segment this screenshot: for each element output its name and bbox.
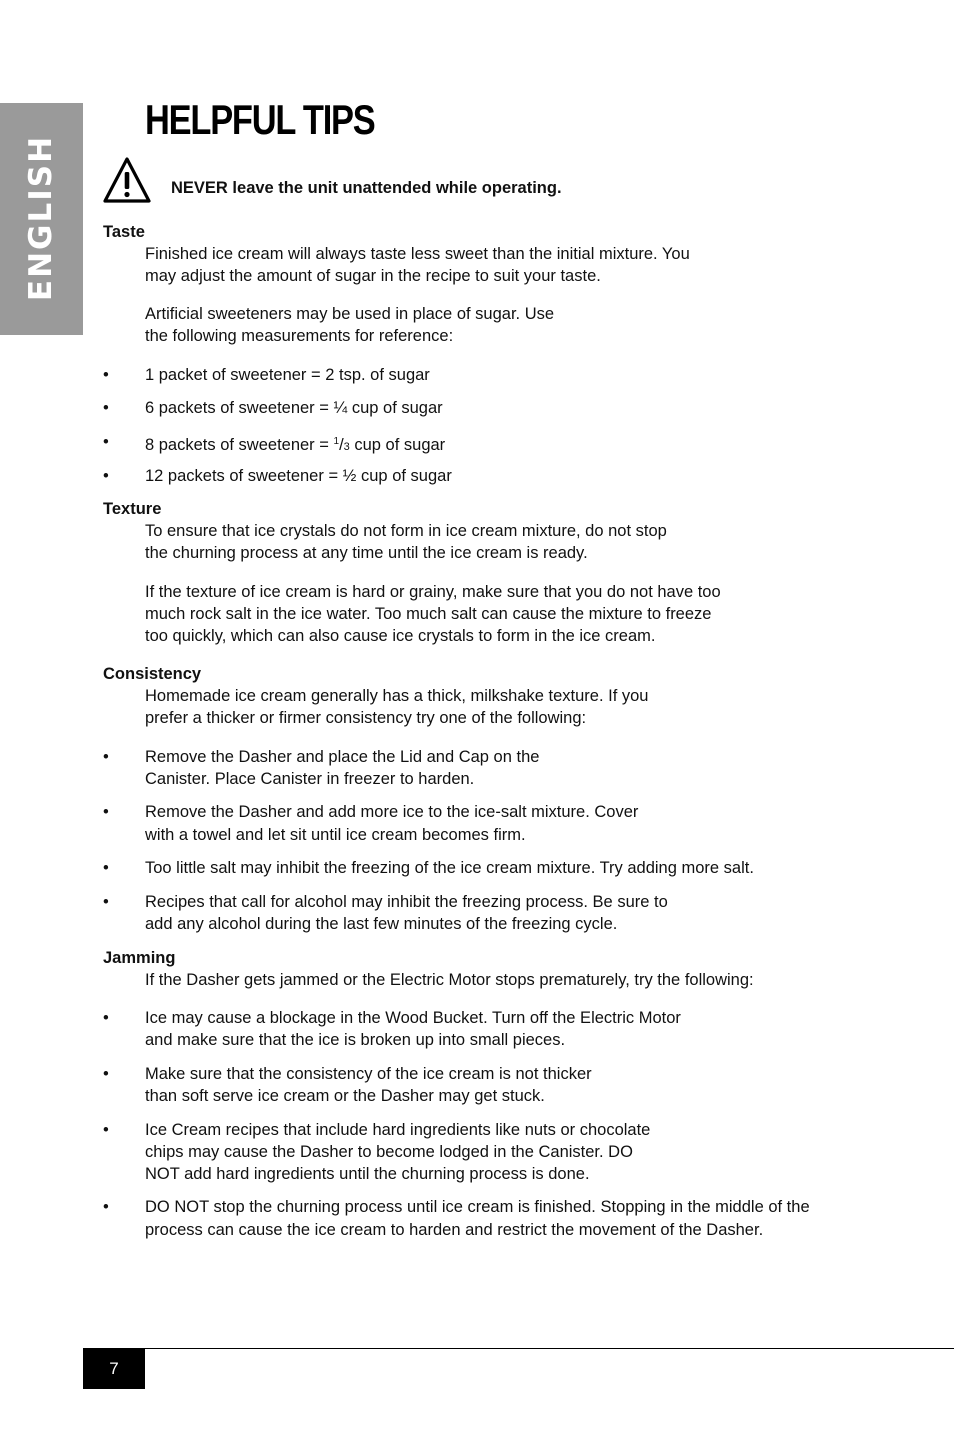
texture-paragraph-2-line-3: too quickly, which can also cause ice crystals to form in the ice cream. (145, 627, 656, 645)
section-heading-jamming: Jamming (103, 949, 176, 967)
consistency-item-3-line-1: Too little salt may inhibit the freezing of the ice cream mixture. Try adding more salt. (145, 859, 754, 877)
section-heading-taste: Taste (103, 223, 145, 241)
texture-paragraph-1-line-2: the churning process at any time until the ice cream is ready. (145, 544, 588, 562)
bullet-marker: • (103, 467, 109, 485)
jamming-paragraph-line-1: If the Dasher gets jammed or the Electric Motor stops prematurely, try the following: (145, 971, 754, 989)
sweetener-item-3-text: 8 packets of sweetener = (145, 436, 334, 454)
jamming-item-3-line-1: Ice Cream recipes that include hard ingredients like nuts or chocolate (145, 1121, 651, 1139)
fraction-denominator: 3 (343, 441, 350, 453)
texture-paragraph-2-line-1: If the texture of ice cream is hard or grainy, make sure that you do not have too (145, 583, 721, 601)
language-tab-label: ENGLISH (23, 134, 59, 302)
taste-paragraph-1-line-2: may adjust the amount of sugar in the recipe to suit your taste. (145, 267, 601, 285)
taste-paragraph-2-line-2: the following measurements for reference: (145, 327, 454, 345)
page-number-box (83, 1349, 145, 1389)
footer-rule (83, 1348, 954, 1349)
jamming-item-2-line-1: Make sure that the consistency of the ice cream is not thicker (145, 1065, 592, 1083)
jamming-item-1-line-1: Ice may cause a blockage in the Wood Bucket. Turn off the Electric Motor (145, 1009, 681, 1027)
page-title: HELPFUL TIPS (145, 96, 375, 143)
sweetener-item-3-suffix: cup of sugar (349, 436, 446, 454)
bullet-marker: • (103, 366, 109, 384)
warning-text: NEVER leave the unit unattended while operating. (171, 179, 562, 197)
consistency-item-4-line-2: add any alcohol during the last few minutes of the freezing cycle. (145, 915, 618, 933)
jamming-item-4-line-2: process can cause the ice cream to harden and restrict the movement of the Dasher. (145, 1221, 764, 1239)
bullet-marker: • (103, 433, 109, 451)
consistency-paragraph-line-2: prefer a thicker or firmer consistency try one of the following: (145, 709, 587, 727)
consistency-item-2-line-2: with a towel and let sit until ice cream becomes firm. (145, 826, 526, 844)
bullet-marker: • (103, 748, 109, 766)
texture-paragraph-2-line-2: much rock salt in the ice water. Too much salt can cause the mixture to freeze (145, 605, 712, 623)
jamming-item-3-line-3: NOT add hard ingredients until the churning process is done. (145, 1165, 590, 1183)
bullet-marker: • (103, 1121, 109, 1139)
section-heading-texture: Texture (103, 500, 162, 518)
texture-paragraph-1-line-1: To ensure that ice crystals do not form in ice cream mixture, do not stop (145, 522, 667, 540)
bullet-marker: • (103, 399, 109, 417)
bullet-marker: • (103, 1198, 109, 1216)
consistency-paragraph-line-1: Homemade ice cream generally has a thick, milkshake texture. If you (145, 687, 649, 705)
jamming-item-4-line-1: DO NOT stop the churning process until ice cream is finished. Stopping in the middle of the (145, 1198, 810, 1216)
jamming-item-3-line-2: chips may cause the Dasher to become lodged in the Canister. DO (145, 1143, 633, 1161)
bullet-marker: • (103, 893, 109, 911)
sweetener-item-2: 6 packets of sweetener = ¼ cup of sugar (145, 399, 443, 417)
bullet-marker: • (103, 803, 109, 821)
bullet-marker: • (103, 859, 109, 877)
jamming-item-2-line-2: than soft serve ice cream or the Dasher may get stuck. (145, 1087, 545, 1105)
taste-paragraph-1-line-1: Finished ice cream will always taste less sweet than the initial mixture. You (145, 245, 690, 263)
consistency-item-1-line-2: Canister. Place Canister in freezer to harden. (145, 770, 475, 788)
taste-paragraph-2-line-1: Artificial sweeteners may be used in place of sugar. Use (145, 305, 555, 323)
sweetener-item-4: 12 packets of sweetener = ½ cup of sugar (145, 467, 452, 485)
bullet-marker: • (103, 1065, 109, 1083)
consistency-item-1-line-1: Remove the Dasher and place the Lid and Cap on the (145, 748, 540, 766)
consistency-item-4-line-1: Recipes that call for alcohol may inhibit the freezing process. Be sure to (145, 893, 668, 911)
fraction-numerator: 1 (333, 436, 340, 447)
bullet-marker: • (103, 1009, 109, 1027)
warning-triangle-icon (103, 156, 151, 204)
sweetener-item-3: 8 packets of sweetener = $^1$/3 cup of sugar (145, 436, 446, 454)
sweetener-item-1: 1 packet of sweetener = 2 tsp. of sugar (145, 366, 430, 384)
page-number: 7 (109, 1359, 119, 1378)
jamming-item-1-line-2: and make sure that the ice is broken up into small pieces. (145, 1031, 566, 1049)
consistency-item-2-line-1: Remove the Dasher and add more ice to the ice-salt mixture. Cover (145, 803, 639, 821)
section-heading-consistency: Consistency (103, 665, 202, 683)
